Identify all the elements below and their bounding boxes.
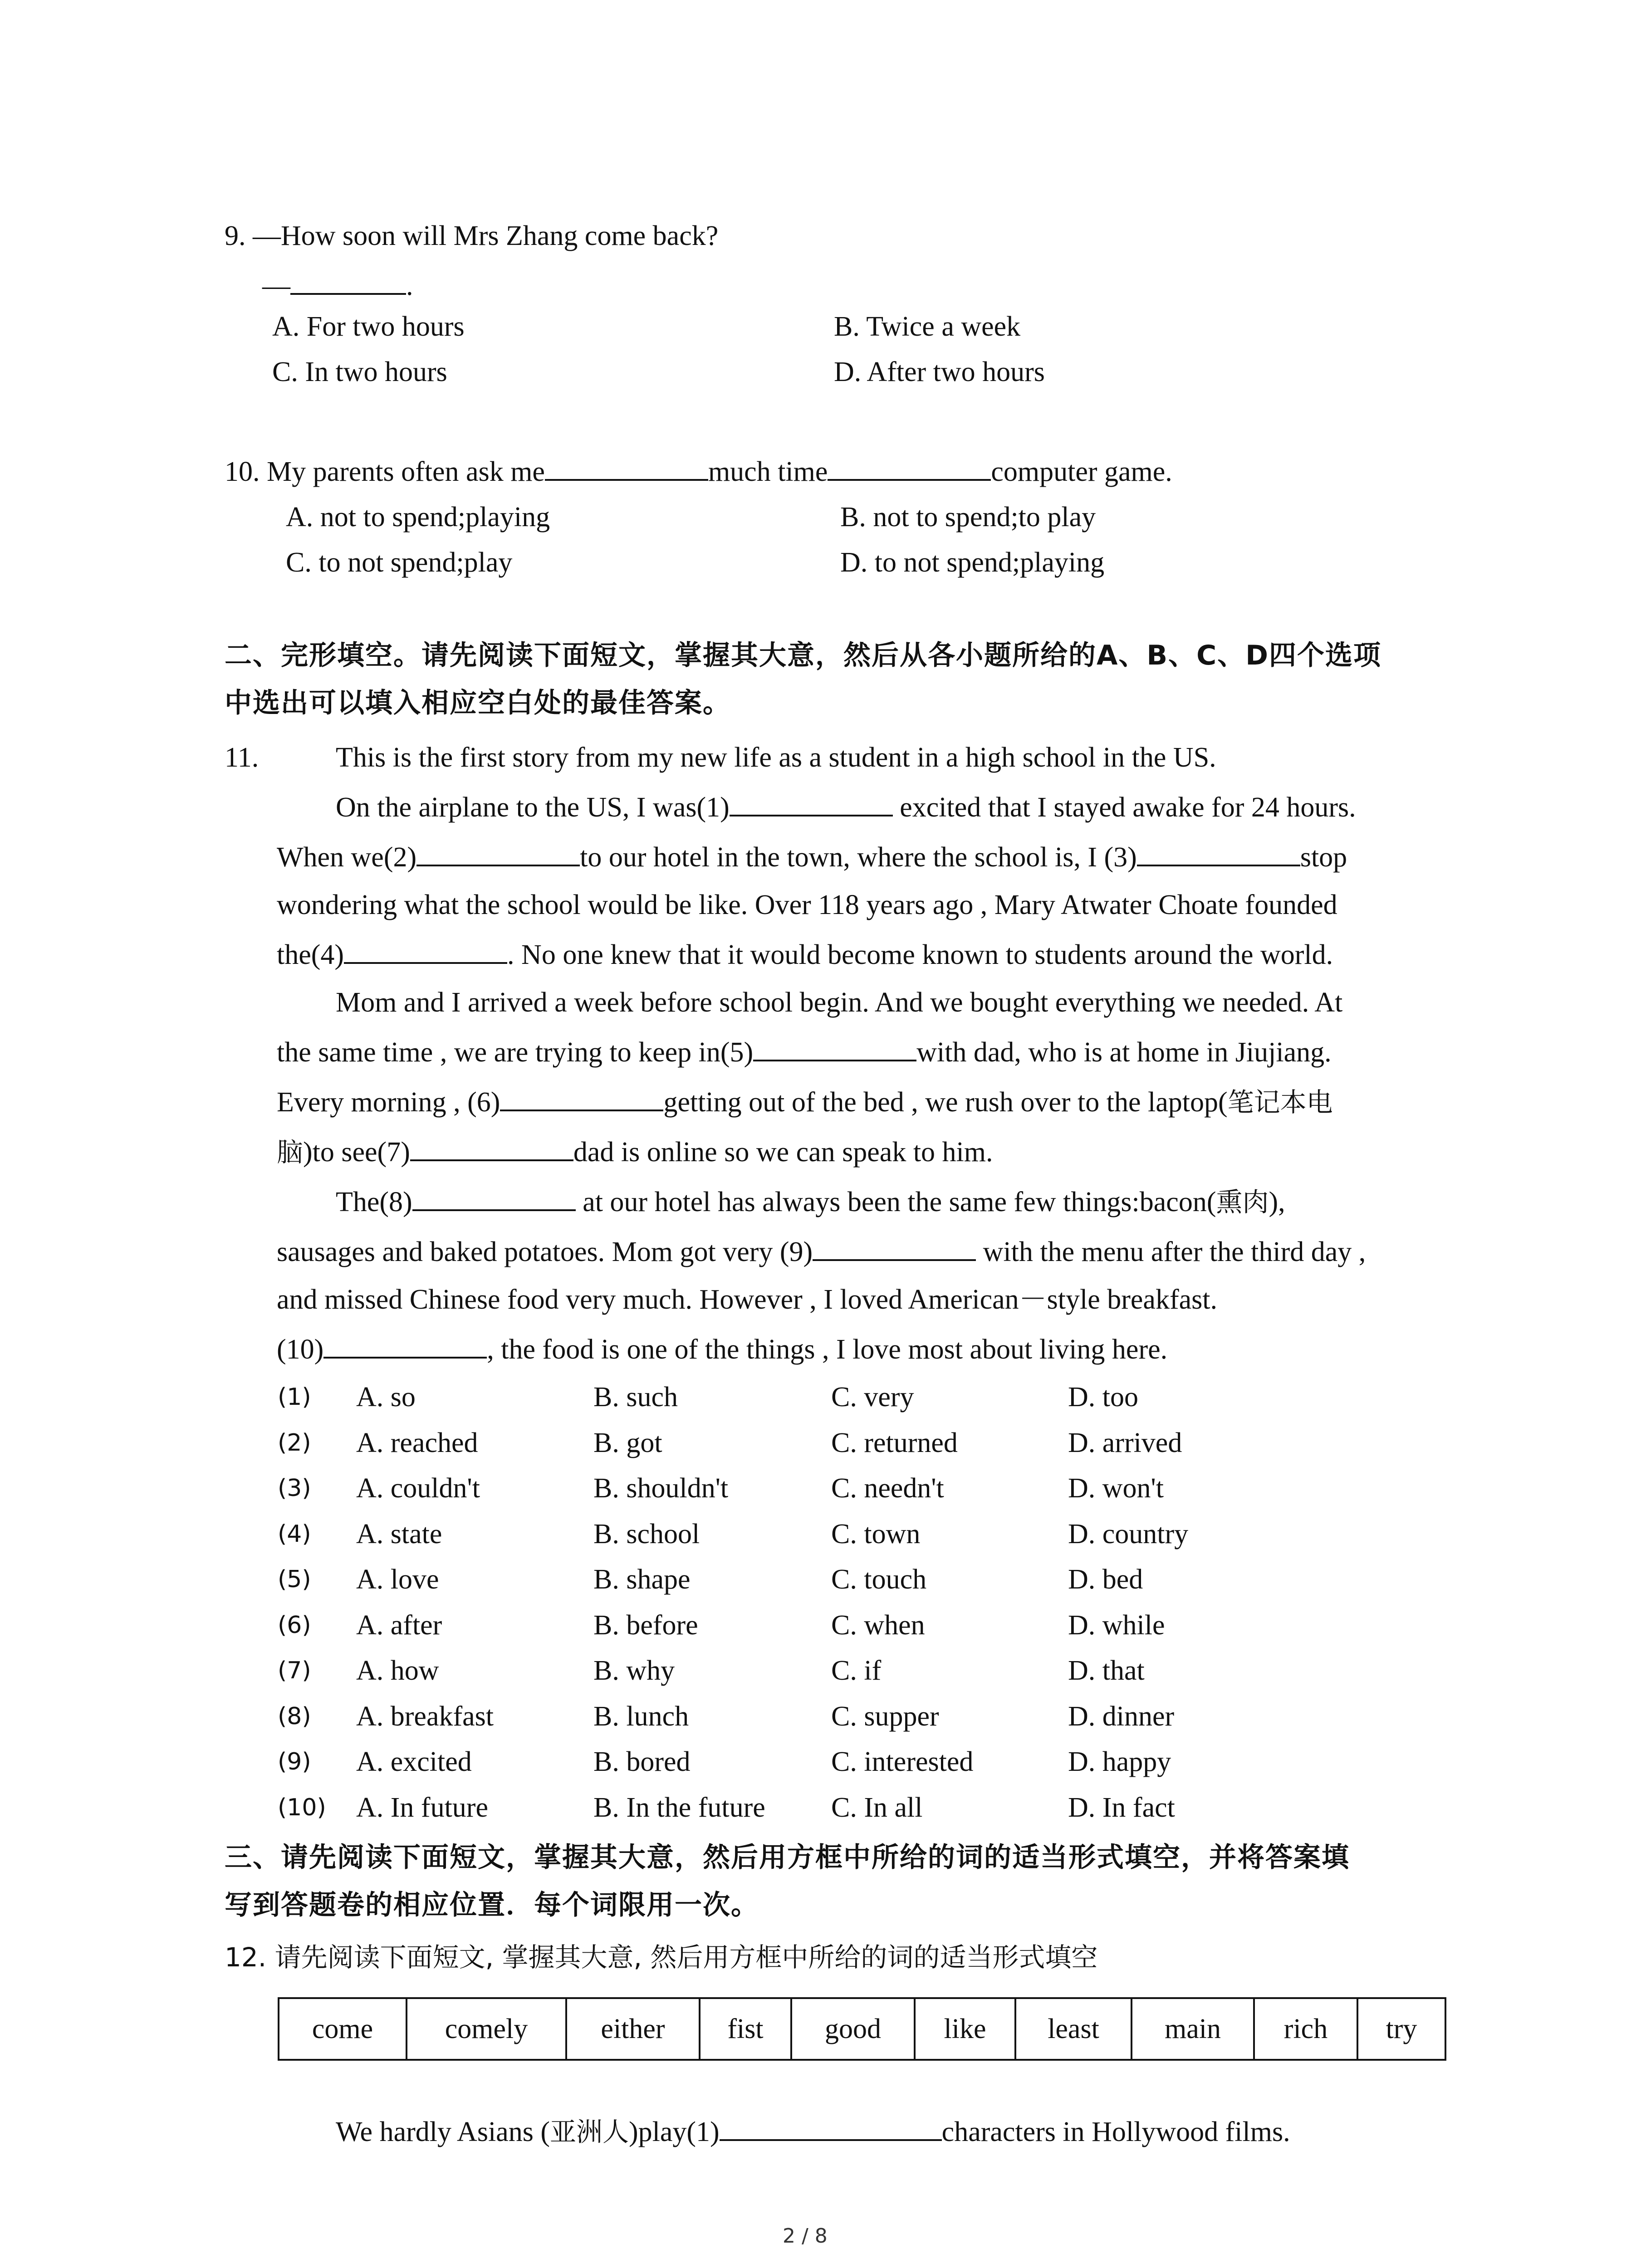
q12-blank-1 [720,2112,942,2141]
q11-option-c: C. supper [831,1701,939,1732]
q11-line-11 [277,1229,1366,1275]
q11-option-a: A. love [356,1564,439,1595]
q11-option-c: C. touch [831,1564,927,1595]
word-box-row [279,1998,1445,2060]
q11-option-d: D. country [1068,1518,1189,1549]
q10-option-c: C. to not spend;play [286,547,513,578]
word-box-cell: main [1132,1998,1254,2060]
word-box [278,1997,1446,2061]
q11-option-b: B. In the future [593,1792,765,1823]
q11-option-c: C. if [831,1655,882,1686]
q12-text: characters in Hollywood films. [941,2116,1290,2147]
q11-option-b: B. lunch [593,1701,689,1732]
q9-option-b: B. Twice a week [834,311,1021,342]
q11-option-c: C. returned [831,1427,958,1458]
q11-text: to our hotel in the town, where the school is, I (3) [580,842,1137,873]
q11-option-d: D. that [1068,1655,1145,1686]
q9-option-c: C. In two hours [272,357,447,387]
q11-line-6: Mom and I arrived a week before school begin. And we bought everything we needed. At [336,987,1343,1018]
section3-heading-line1: 三、请先阅读下面短文，掌握其大意，然后用方框中所给的词的适当形式填空，并将答案填 [225,1842,1350,1873]
q11-text: getting out of the bed , we rush over to the laptop( [663,1087,1228,1118]
q11-text: the same time , we are trying to keep in(5) [277,1037,754,1068]
q9-option-a: A. For two hours [272,311,465,342]
q11-option-number: (4) [278,1520,311,1548]
q11-line-4: wondering what the school would be like. Over 118 years ago , Mary Atwater Choate founded [277,890,1337,920]
q11-blank-9 [813,1232,976,1261]
q11-text: dad is online so we can speak to him. [573,1137,993,1168]
q11-option-number: (7) [278,1657,311,1684]
word-box-cell: rich [1254,1998,1357,2060]
q9-answer-suffix: . [406,270,413,301]
q11-option-a: A. state [356,1518,442,1549]
q11-option-d: D. arrived [1068,1427,1182,1458]
q11-option-a: A. breakfast [356,1701,494,1732]
q11-text: excited that I stayed awake for 24 hours. [892,792,1356,823]
q11-text: ), [1269,1187,1285,1217]
q11-option-a: A. so [356,1382,416,1413]
q11-number: 11. [225,742,259,773]
q11-option-c: C. town [831,1518,921,1549]
q10-option-a: A. not to spend;playing [286,502,550,533]
section3-heading-line2: 写到答题卷的相应位置．每个词限用一次。 [225,1889,759,1921]
section2-heading-line1: 二、完形填空。请先阅读下面短文，掌握其大意，然后从各小题所给的A、B、C、D四个选项 [225,640,1382,671]
q12-sentence-1 [336,2109,1290,2155]
word-box-cell: good [791,1998,915,2060]
q10-blank-1 [545,452,708,481]
q11-chinese-gloss: 笔记本电 [1227,1087,1333,1118]
word-box-cell: least [1015,1998,1132,2060]
q11-line-13 [277,1327,1167,1372]
q11-text: . No one knew that it would become known to students around the world. [507,939,1333,970]
q11-option-number: (8) [278,1702,311,1730]
q11-text: with dad, who is at home in Jiujiang. [916,1037,1332,1068]
word-box-cell: fist [700,1998,791,2060]
q11-option-c: C. when [831,1609,925,1641]
q9-option-d: D. After two hours [834,357,1045,387]
q11-text: Every morning , (6) [277,1087,500,1118]
word-box-cell: try [1357,1998,1445,2060]
q11-line-2 [336,785,1356,830]
q11-option-number: (2) [278,1429,311,1457]
q11-blank-10 [323,1330,487,1359]
q10-option-d: D. to not spend;playing [840,547,1105,578]
q12-text: We hardly Asians ( [336,2116,550,2147]
q10-stem [225,449,1172,494]
q11-option-number: (1) [278,1383,311,1411]
q11-blank-7 [410,1132,573,1161]
q11-option-d: D. while [1068,1609,1165,1641]
q11-blank-5 [753,1032,916,1061]
q11-line-7 [277,1030,1332,1075]
q11-option-a: A. excited [356,1746,472,1777]
q11-text: , the food is one of the things , I love most about living here. [487,1334,1168,1365]
q11-option-a: A. after [356,1609,442,1641]
q12-text: )play(1) [628,2116,720,2147]
q9-answer-line [262,263,413,308]
q11-option-d: D. too [1068,1382,1138,1413]
word-box-cell: comely [407,1998,566,2060]
q11-line-3 [277,835,1347,880]
q11-option-a: A. how [356,1655,439,1686]
q11-line-8 [277,1080,1333,1125]
q9-answer-blank [290,266,406,295]
q11-option-b: B. shape [593,1564,691,1595]
q11-chinese-gloss: 脑 [277,1137,304,1168]
q11-option-d: D. won't [1068,1473,1164,1504]
q11-line-12: and missed Chinese food very much. However , I loved American－style breakfast. [277,1284,1217,1315]
q10-text-1: 10. My parents often ask me [225,456,545,487]
q11-option-d: D. In fact [1068,1792,1175,1823]
q11-line-5 [277,932,1333,978]
q11-option-number: (10) [278,1794,326,1821]
q11-option-b: B. why [593,1655,675,1686]
q11-text: (10) [277,1334,324,1365]
q9-answer-prefix: — [262,270,290,301]
q11-option-d: D. bed [1068,1564,1143,1595]
q11-option-d: D. happy [1068,1746,1171,1777]
q10-text-2: much time [708,456,828,487]
q11-blank-4 [344,935,507,964]
q11-line-10 [336,1179,1285,1225]
q10-blank-2 [828,452,991,481]
q11-text: On the airplane to the US, I was(1) [336,792,730,823]
word-box-cell: either [566,1998,700,2060]
q11-option-b: B. bored [593,1746,691,1777]
q11-text: When we(2) [277,842,417,873]
q11-option-b: B. shouldn't [593,1473,729,1504]
q11-text: at our hotel has always been the same few things:bacon( [575,1187,1216,1217]
q11-option-number: (9) [278,1748,311,1775]
q10-option-b: B. not to spend;to play [840,502,1096,533]
q11-option-c: C. In all [831,1792,923,1823]
q11-text: )to see(7) [303,1137,410,1168]
q11-blank-2 [416,837,580,866]
q11-blank-6 [500,1082,663,1111]
page-number: 2 / 8 [783,2224,828,2248]
q11-option-c: C. very [831,1382,914,1413]
q12-chinese-gloss: 亚洲人 [549,2116,629,2147]
word-box-cell: like [915,1998,1015,2060]
q11-option-number: (6) [278,1611,311,1639]
q11-blank-8 [412,1182,576,1211]
q11-option-c: C. interested [831,1746,974,1777]
q11-text: stop [1300,842,1347,873]
q11-chinese-gloss: 熏肉 [1216,1187,1269,1217]
q11-line-1: This is the first story from my new life as a student in a high school in the US. [336,742,1216,773]
q11-option-a: A. reached [356,1427,478,1458]
section2-heading-line2: 中选出可以填入相应空白处的最佳答案。 [225,687,731,719]
q11-option-number: (5) [278,1566,311,1593]
q11-text: The(8) [336,1187,412,1217]
q11-text: with the menu after the third day , [976,1237,1366,1267]
q11-option-b: B. got [593,1427,662,1458]
word-box-cell: come [279,1998,407,2060]
q12-stem: 12. 请先阅读下面短文, 掌握其大意, 然后用方框中所给的词的适当形式填空 [225,1942,1098,1973]
q11-option-a: A. couldn't [356,1473,480,1504]
q10-text-3: computer game. [991,456,1172,487]
q11-blank-1 [730,787,893,816]
q11-line-9 [277,1129,993,1175]
q11-text: sausages and baked potatoes. Mom got very (9) [277,1237,813,1267]
q11-option-b: B. school [593,1518,700,1549]
q11-blank-3 [1137,837,1300,866]
q11-option-b: B. before [593,1609,698,1641]
q9-stem: 9. —How soon will Mrs Zhang come back? [225,220,719,251]
q11-option-number: (3) [278,1475,311,1502]
q11-option-c: C. needn't [831,1473,944,1504]
q11-option-d: D. dinner [1068,1701,1175,1732]
q11-option-b: B. such [593,1382,678,1413]
q11-option-a: A. In future [356,1792,488,1823]
q11-text: the(4) [277,939,344,970]
